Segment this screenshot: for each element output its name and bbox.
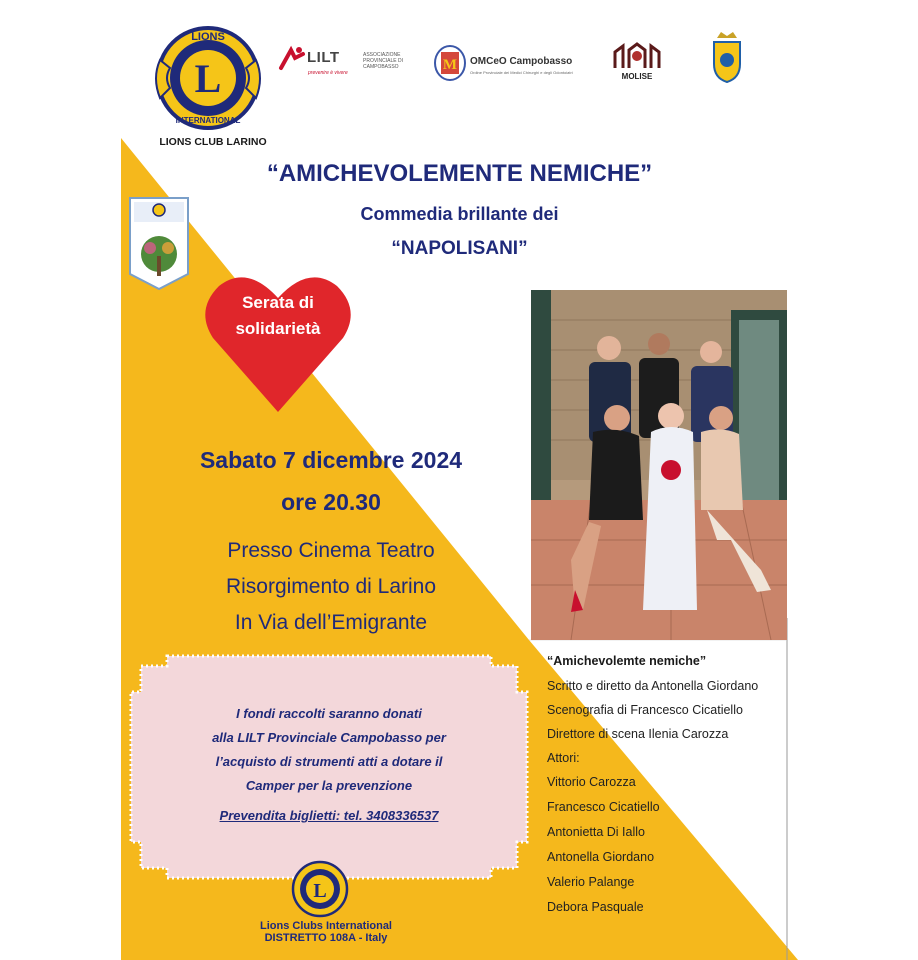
lions-pennant <box>128 196 190 291</box>
ticket-presale-phone[interactable]: Prevendita biglietti: tel. 3408336537 <box>219 808 439 823</box>
club-name: LIONS CLUB LARINO <box>159 136 267 148</box>
actor-name: Francesco Cicatiello <box>547 800 660 814</box>
actor-name: Valerio Palange <box>547 875 635 889</box>
lions-logo-bottom-text: INTERNATIONAL <box>175 116 241 125</box>
omceo-icon <box>433 44 467 82</box>
footer-line-2: DISTRETTO 108A - Italy <box>264 932 388 944</box>
event-date: Sabato 7 dicembre 2024 <box>199 447 463 473</box>
event-time: ore 20.30 <box>281 489 381 515</box>
actor-name: Antonella Giordano <box>547 850 655 864</box>
donation-line-3: l’acquisto di strumenti atti a dotare il <box>215 754 443 769</box>
credit-stage-director: Direttore di scena Ilenia Carozza <box>547 727 729 741</box>
actor-name: Vittorio Carozza <box>547 775 636 789</box>
heart-line-1: Serata di <box>242 293 314 312</box>
venue-line-1: Presso Cinema Teatro <box>227 539 435 562</box>
donation-line-1: I fondi raccolti saranno donati <box>236 706 422 721</box>
cast-photo <box>531 290 787 640</box>
actor-name: Antonietta Di Iallo <box>547 825 645 839</box>
lions-logo-bottom <box>289 858 351 920</box>
svg-text:M: M <box>442 57 458 73</box>
bottom-logo-letter: L <box>313 880 327 902</box>
venue-line-2: Risorgimento di Larino <box>225 575 437 598</box>
footer-text <box>231 920 421 944</box>
omceo-name: OMCeO Campobasso <box>470 56 573 67</box>
actors-label: Attori: <box>547 751 580 765</box>
credit-scenography: Scenografia di Francesco Cicatiello <box>547 703 743 717</box>
lions-logo-letter: L <box>194 56 222 101</box>
lilt-tagline: prevenire è vivere <box>308 70 348 76</box>
credits-title: “Amichevolemte nemiche” <box>547 654 707 668</box>
event-title: “AMICHEVOLEMENTE NEMICHE” <box>266 160 653 187</box>
footer-line-1: Lions Clubs International <box>259 920 392 932</box>
lilt-logo <box>277 42 417 84</box>
heart-line-2: solidarietà <box>235 319 321 338</box>
actor-name: Debora Pasquale <box>547 900 644 914</box>
event-venue <box>121 533 541 641</box>
lions-logo <box>150 20 266 136</box>
unimol-icon <box>611 42 663 72</box>
unimol-logo <box>609 42 669 84</box>
venue-line-3: In Via dell’Emigrante <box>234 611 428 634</box>
lions-logo-top-text: LIONS <box>191 31 225 43</box>
omceo-logo <box>433 44 583 84</box>
municipal-crest <box>711 30 743 84</box>
poster <box>121 0 798 960</box>
credit-written-directed: Scritto e diretto da Antonella Giordano <box>547 679 759 693</box>
event-subtitle: Commedia brillante dei <box>360 204 559 224</box>
credits <box>547 654 792 924</box>
unimol-label: MOLISE <box>621 72 653 81</box>
donation-box <box>127 652 531 882</box>
theatre-company: “NAPOLISANI” <box>391 238 528 259</box>
omceo-subtitle: Ordine Provinciale dei Medici Chirurghi e degli Odontoiatri <box>470 70 573 75</box>
lilt-icon <box>277 44 307 74</box>
solidarity-heart <box>205 272 351 414</box>
donation-line-4: Camper per la prevenzione <box>245 778 413 793</box>
lilt-subtitle: ASSOCIAZIONE PROVINCIALE DI CAMPOBASSO <box>363 52 404 70</box>
lilt-name: LILT <box>307 49 340 66</box>
donation-line-2: alla LILT Provinciale Campobasso per <box>212 730 446 745</box>
